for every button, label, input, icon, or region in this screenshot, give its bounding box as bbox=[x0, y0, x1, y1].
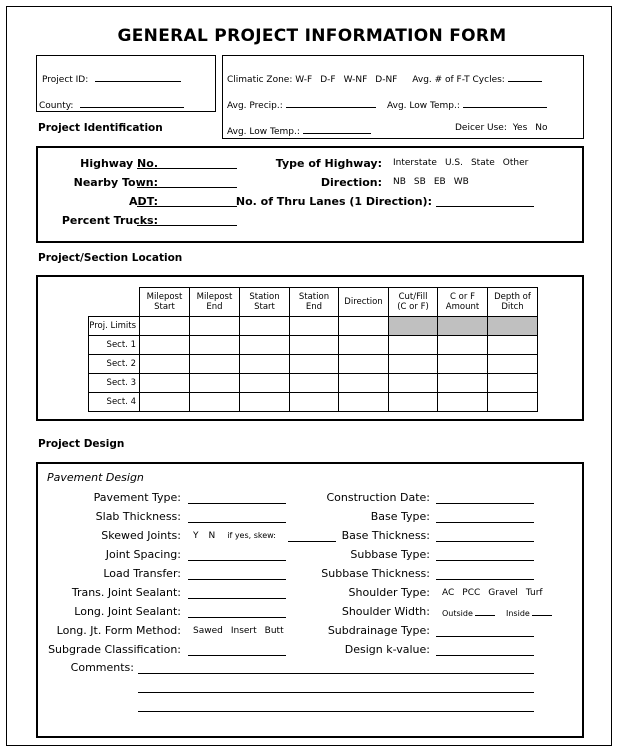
col-station-start: Station Start bbox=[240, 288, 290, 317]
deicer-yes[interactable]: Yes bbox=[512, 123, 528, 133]
avg-precip-field[interactable] bbox=[286, 97, 376, 108]
design-heading: Project Design bbox=[38, 438, 125, 450]
direction-label: Direction: bbox=[320, 176, 382, 189]
table-cell[interactable] bbox=[190, 393, 240, 412]
comments-line-2[interactable] bbox=[138, 691, 534, 693]
highway-no-field[interactable] bbox=[137, 167, 237, 169]
slab-thickness-field[interactable] bbox=[188, 521, 286, 523]
col-milepost-start: Milepost Start bbox=[140, 288, 190, 317]
direction-option-wb[interactable]: WB bbox=[453, 177, 469, 187]
col-milepost-end: Milepost End bbox=[190, 288, 240, 317]
long-joint-sealant-field[interactable] bbox=[188, 616, 286, 618]
table-cell[interactable] bbox=[290, 374, 339, 393]
avg-low-temp-label-a: Avg. Low Temp.: bbox=[387, 101, 460, 111]
table-cell-shaded bbox=[488, 317, 538, 336]
identification-heading: Project Identification bbox=[38, 122, 163, 134]
load-transfer-label: Load Transfer: bbox=[103, 567, 181, 580]
table-cell-shaded bbox=[389, 317, 438, 336]
avg-low-temp-label-b: Avg. Low Temp.: bbox=[227, 127, 300, 137]
subgrade-classification-label: Subgrade Classification: bbox=[48, 643, 181, 656]
table-cell[interactable] bbox=[290, 355, 339, 374]
table-cell[interactable] bbox=[140, 393, 190, 412]
table-cell[interactable] bbox=[438, 336, 488, 355]
county-label: County: bbox=[39, 101, 74, 111]
table-cell[interactable] bbox=[438, 393, 488, 412]
highway-option-state[interactable]: State bbox=[470, 158, 495, 168]
shoulder-type-gravel[interactable]: Gravel bbox=[488, 588, 518, 598]
shoulder-type-ac[interactable]: AC bbox=[442, 588, 455, 598]
highway-option-other[interactable]: Other bbox=[502, 158, 529, 168]
direction-option-sb[interactable]: SB bbox=[413, 177, 426, 187]
row-label-sect-4: Sect. 4 bbox=[89, 393, 140, 412]
type-of-highway-label: Type of Highway: bbox=[275, 157, 382, 170]
shoulder-type-label: Shoulder Type: bbox=[348, 586, 430, 599]
adt-label: ADT: bbox=[129, 195, 158, 208]
percent-trucks-field[interactable] bbox=[137, 224, 237, 226]
col-c-or-f-amount: C or F Amount bbox=[438, 288, 488, 317]
col-cut-fill: Cut/Fill (C or F) bbox=[389, 288, 438, 317]
table-cell[interactable] bbox=[339, 336, 389, 355]
subbase-thickness-field[interactable] bbox=[436, 578, 534, 580]
project-id-label: Project ID: bbox=[42, 75, 89, 85]
subbase-thickness-label: Subbase Thickness: bbox=[321, 567, 430, 580]
highway-option-us[interactable]: U.S. bbox=[444, 158, 463, 168]
table-cell[interactable] bbox=[438, 355, 488, 374]
highway-option-interstate[interactable]: Interstate bbox=[393, 158, 437, 168]
location-box bbox=[36, 275, 584, 421]
highway-no-label: Highway No. bbox=[80, 157, 158, 170]
table-cell[interactable] bbox=[140, 336, 190, 355]
direction-option-nb[interactable]: NB bbox=[393, 177, 406, 187]
base-type-field[interactable] bbox=[436, 521, 534, 523]
skewed-joints-label: Skewed Joints: bbox=[101, 529, 181, 542]
table-cell[interactable] bbox=[438, 374, 488, 393]
table-cell[interactable] bbox=[190, 355, 240, 374]
table-cell[interactable] bbox=[488, 336, 538, 355]
avg-precip-label: Avg. Precip.: bbox=[227, 101, 283, 111]
construction-date-label: Construction Date: bbox=[326, 491, 430, 504]
project-id-field[interactable] bbox=[95, 71, 181, 82]
subgrade-classification-field[interactable] bbox=[188, 654, 286, 656]
row-label-sect-2: Sect. 2 bbox=[89, 355, 140, 374]
row-label-proj-limits: Proj. Limits bbox=[89, 317, 140, 336]
joint-spacing-field[interactable] bbox=[188, 559, 286, 561]
construction-date-field[interactable] bbox=[436, 502, 534, 504]
table-cell[interactable] bbox=[389, 355, 438, 374]
shoulder-width-inside-field[interactable] bbox=[532, 607, 552, 616]
table-cell[interactable] bbox=[290, 336, 339, 355]
avg-low-temp-field-a[interactable] bbox=[463, 97, 547, 108]
design-k-value-field[interactable] bbox=[436, 654, 534, 656]
direction-option-eb[interactable]: EB bbox=[433, 177, 446, 187]
form-method-butt[interactable]: Butt bbox=[264, 626, 284, 636]
avg-low-temp-field-b[interactable] bbox=[303, 123, 371, 134]
col-station-end: Station End bbox=[290, 288, 339, 317]
table-cell[interactable] bbox=[190, 317, 240, 336]
nearby-town-field[interactable] bbox=[137, 186, 237, 188]
identification-box bbox=[36, 146, 584, 243]
form-title: GENERAL PROJECT INFORMATION FORM bbox=[117, 26, 507, 46]
table-cell[interactable] bbox=[389, 374, 438, 393]
shoulder-width-outside-field[interactable] bbox=[475, 607, 495, 616]
county-field[interactable] bbox=[80, 97, 184, 108]
table-cell-shaded bbox=[438, 317, 488, 336]
table-cell[interactable] bbox=[140, 355, 190, 374]
load-transfer-field[interactable] bbox=[188, 578, 286, 580]
table-cell[interactable] bbox=[488, 374, 538, 393]
table-cell[interactable] bbox=[339, 393, 389, 412]
table-cell[interactable] bbox=[488, 355, 538, 374]
table-cell[interactable] bbox=[140, 317, 190, 336]
table-cell[interactable] bbox=[339, 374, 389, 393]
skew-field[interactable] bbox=[288, 540, 336, 542]
shoulder-width-label: Shoulder Width: bbox=[341, 605, 430, 618]
table-cell[interactable] bbox=[290, 393, 339, 412]
joint-spacing-label: Joint Spacing: bbox=[105, 548, 181, 561]
skewed-yes[interactable]: Y bbox=[193, 531, 199, 541]
subbase-type-label: Subbase Type: bbox=[350, 548, 430, 561]
table-cell[interactable] bbox=[240, 336, 290, 355]
row-label-sect-3: Sect. 3 bbox=[89, 374, 140, 393]
subdrainage-type-label: Subdrainage Type: bbox=[327, 624, 430, 637]
table-cell[interactable] bbox=[389, 336, 438, 355]
adt-field[interactable] bbox=[137, 205, 237, 207]
zone-option-wnf[interactable]: W-NF bbox=[343, 75, 368, 85]
zone-option-wf[interactable]: W-F bbox=[295, 75, 313, 85]
comments-line-1[interactable] bbox=[138, 672, 534, 674]
ft-cycles-label: Avg. # of F-T Cycles: bbox=[412, 75, 505, 85]
table-cell[interactable] bbox=[389, 393, 438, 412]
long-jt-form-method-label: Long. Jt. Form Method: bbox=[56, 624, 181, 637]
pavement-type-field[interactable] bbox=[188, 502, 286, 504]
design-k-value-label: Design k-value: bbox=[344, 643, 430, 656]
table-cell[interactable] bbox=[240, 355, 290, 374]
table-cell[interactable] bbox=[339, 355, 389, 374]
shoulder-width-inside-label: Inside bbox=[506, 609, 530, 618]
climate-box bbox=[222, 55, 584, 139]
slab-thickness-label: Slab Thickness: bbox=[95, 510, 181, 523]
base-thickness-label: Base Thickness: bbox=[341, 529, 430, 542]
table-cell[interactable] bbox=[240, 317, 290, 336]
table-cell[interactable] bbox=[240, 374, 290, 393]
base-thickness-field[interactable] bbox=[436, 540, 534, 542]
percent-trucks-label: Percent Trucks: bbox=[61, 214, 158, 227]
subdrainage-type-field[interactable] bbox=[436, 635, 534, 637]
trans-joint-sealant-field[interactable] bbox=[188, 597, 286, 599]
table-cell[interactable] bbox=[339, 317, 389, 336]
trans-joint-sealant-label: Trans. Joint Sealant: bbox=[71, 586, 181, 599]
table-cell[interactable] bbox=[290, 317, 339, 336]
deicer-label: Deicer Use: bbox=[455, 123, 507, 133]
form-method-insert[interactable]: Insert bbox=[230, 626, 257, 636]
table-cell[interactable] bbox=[240, 393, 290, 412]
design-box bbox=[36, 462, 584, 738]
subbase-type-field[interactable] bbox=[436, 559, 534, 561]
project-id-box bbox=[36, 55, 216, 112]
table-cell[interactable] bbox=[488, 393, 538, 412]
row-label-sect-1: Sect. 1 bbox=[89, 336, 140, 355]
shoulder-type-turf[interactable]: Turf bbox=[525, 588, 543, 598]
long-joint-sealant-label: Long. Joint Sealant: bbox=[74, 605, 181, 618]
deicer-no[interactable]: No bbox=[535, 123, 548, 133]
comments-label: Comments: bbox=[70, 661, 134, 674]
location-table bbox=[88, 287, 538, 412]
pavement-type-label: Pavement Type: bbox=[93, 491, 181, 504]
pavement-design-subheading: Pavement Design bbox=[47, 471, 144, 484]
shoulder-width-outside-label: Outside bbox=[442, 609, 473, 618]
skew-note: if yes, skew: bbox=[227, 531, 276, 540]
comments-line-3[interactable] bbox=[138, 710, 534, 712]
thru-lanes-label: No. of Thru Lanes (1 Direction): bbox=[235, 195, 432, 208]
base-type-label: Base Type: bbox=[370, 510, 430, 523]
climatic-zone-label: Climatic Zone: bbox=[227, 75, 293, 85]
location-heading: Project/Section Location bbox=[38, 252, 183, 264]
form-method-sawed[interactable]: Sawed bbox=[193, 626, 223, 636]
thru-lanes-field[interactable] bbox=[436, 205, 534, 207]
zone-option-dnf[interactable]: D-NF bbox=[375, 75, 398, 85]
shoulder-type-pcc[interactable]: PCC bbox=[462, 588, 481, 598]
nearby-town-label: Nearby Town: bbox=[73, 176, 158, 189]
zone-option-df[interactable]: D-F bbox=[320, 75, 336, 85]
col-depth-of-ditch: Depth of Ditch bbox=[488, 288, 538, 317]
table-cell[interactable] bbox=[190, 336, 240, 355]
ft-cycles-field[interactable] bbox=[508, 71, 542, 82]
table-cell[interactable] bbox=[140, 374, 190, 393]
col-direction: Direction bbox=[339, 288, 389, 317]
skewed-no[interactable]: N bbox=[208, 531, 216, 541]
table-cell[interactable] bbox=[190, 374, 240, 393]
